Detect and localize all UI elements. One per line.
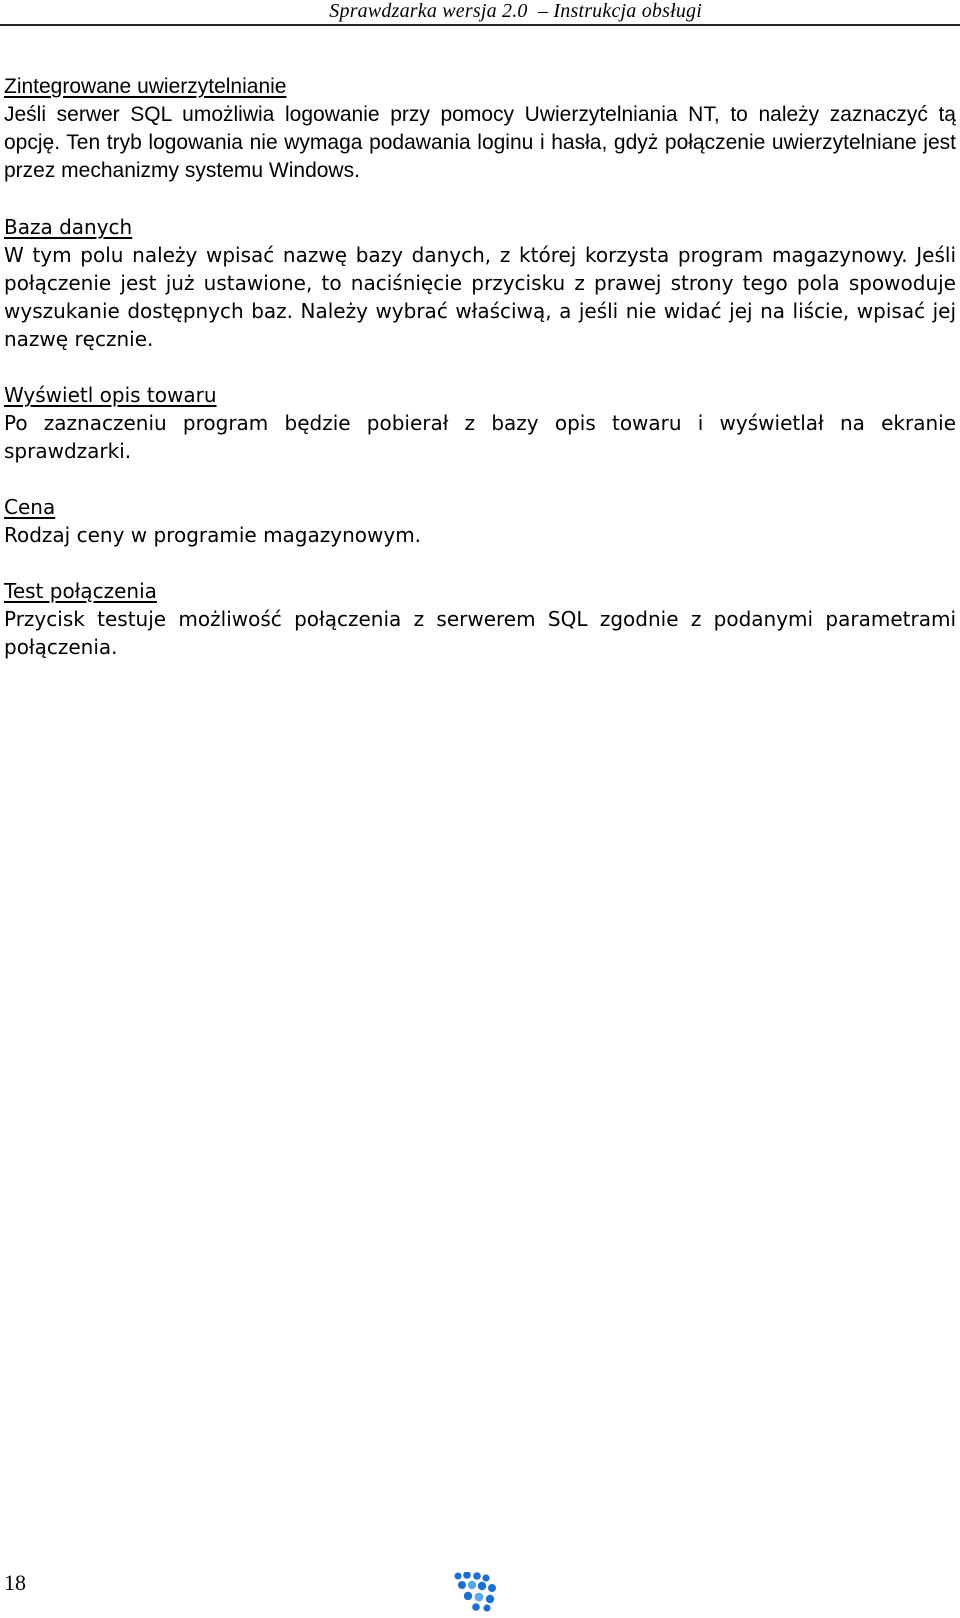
header-title: Sprawdzarka wersja 2.0 – Instrukcja obsługi [329, 0, 702, 22]
page-header [0, 0, 960, 26]
blue-dots-logo-icon [452, 1572, 502, 1612]
section-body: W tym polu należy wpisać nazwę bazy danych, z której korzysta program magazynowy. Jeśli połączenie jest już ustawione, to naciśnięcie przycisku z prawej strony tego pola spowoduje wyszukanie dostępnych baz. Należy wybrać właściwą, a jeśli nie widać jej na liście, wpisać jej nazwę ręcznie. [4, 243, 956, 351]
section-title: Wyświetl opis towaru [4, 383, 217, 407]
section-show-description [4, 381, 956, 465]
document-body [4, 72, 956, 689]
page-number: 18 [4, 1570, 26, 1595]
section-body: Rodzaj ceny w programie magazynowym. [4, 523, 422, 547]
section-database [4, 213, 956, 353]
section-connection-test [4, 577, 956, 661]
section-title: Cena [4, 495, 56, 519]
section-body: Przycisk testuje możliwość połączenia z serwerem SQL zgodnie z podanymi parametrami połączenia. [4, 607, 956, 659]
section-body: Jeśli serwer SQL umożliwia logowanie przy pomocy Uwierzytelniania NT, to należy zaznaczyć tą opcję. Ten tryb logowania nie wymaga podawania loginu i hasła, gdyż połączenie uwierzytelniane jest przez mechanizmy systemu Windows. [4, 103, 956, 182]
section-price [4, 493, 956, 549]
section-body: Po zaznaczeniu program będzie pobierał z bazy opis towaru i wyświetlał na ekranie sprawdzarki. [4, 411, 956, 463]
section-integrated-auth [4, 72, 956, 185]
section-title: Test połączenia [4, 579, 157, 603]
section-title: Baza danych [4, 215, 133, 239]
section-title: Zintegrowane uwierzytelnianie [4, 75, 287, 98]
